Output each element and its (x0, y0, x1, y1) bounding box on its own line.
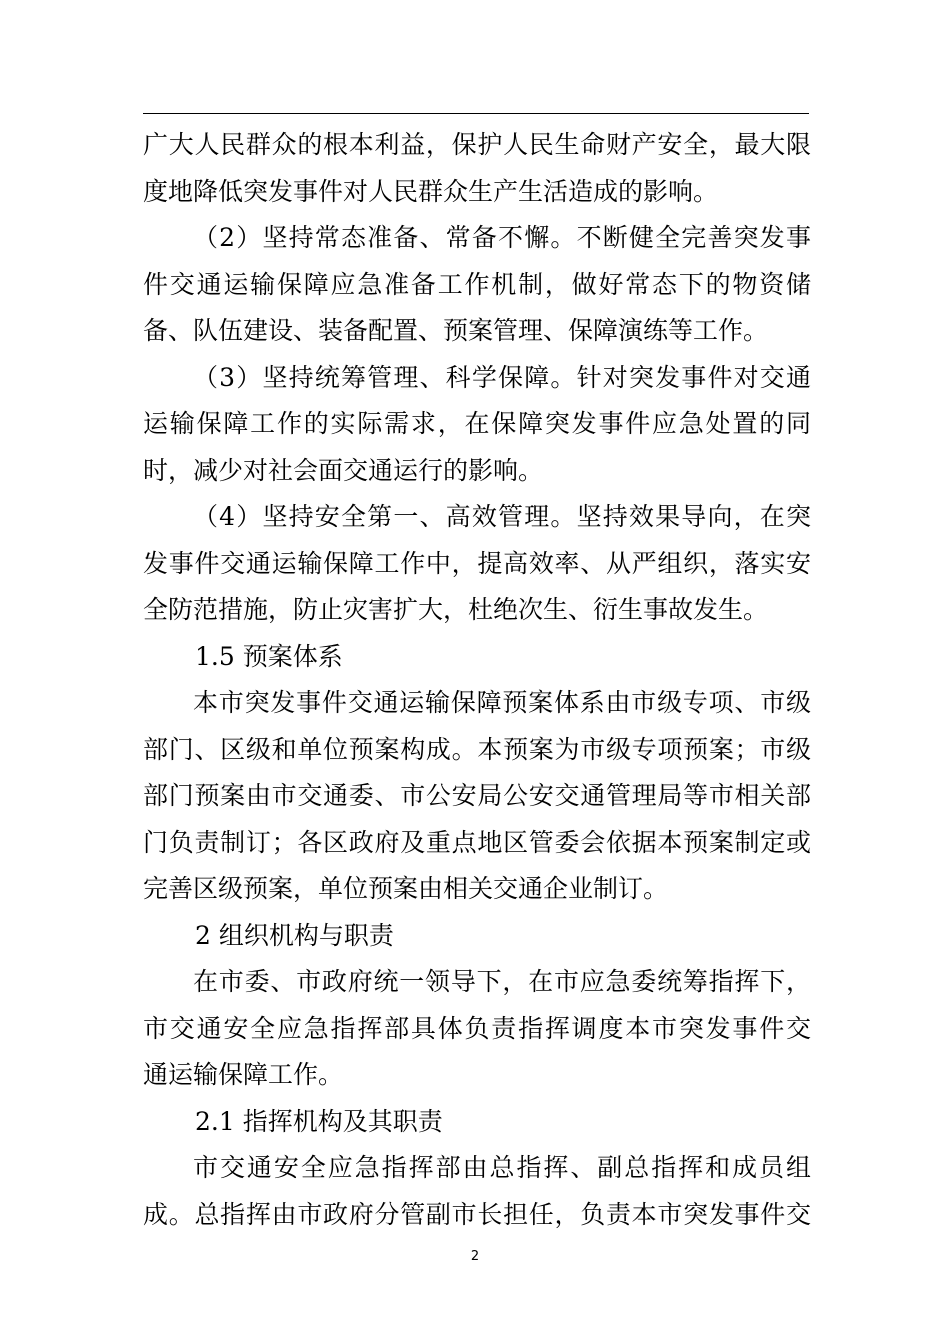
body-line-5: 备、队伍建设、装备配置、预案管理、保障演练等工作。 (143, 316, 769, 345)
body-line-24: 成。总指挥由市政府分管副市长担任，负责本市突发事件交 (143, 1199, 811, 1229)
body-line-3: （2）坚持常态准备、常备不懈。不断健全完善突发事 (193, 223, 811, 252)
document-body (143, 122, 811, 1238)
body-line-15: 部门预案由市交通委、市公安局公安交通管理局等市相关部 (143, 781, 811, 810)
body-line-4: 件交通运输保障应急准备工作机制，做好常态下的物资储 (143, 269, 811, 299)
body-line-13: 本市突发事件交通运输保障预案体系由市级专项、市级 (193, 688, 811, 717)
body-line-14: 部门、区级和单位预案构成。本预案为市级专项预案；市级 (143, 734, 811, 764)
body-line-11: 全防范措施，防止灾害扩大，杜绝次生、衍生事故发生。 (143, 595, 769, 624)
section-heading-2: 2 组织机构与职责 (195, 920, 394, 950)
body-line-6: （3）坚持统筹管理、科学保障。针对突发事件对交通 (193, 362, 811, 392)
body-line-20: 市交通安全应急指挥部具体负责指挥调度本市突发事件交 (143, 1013, 811, 1043)
body-line-10: 发事件交通运输保障工作中，提高效率、从严组织，落实安 (143, 548, 811, 578)
body-line-9: （4）坚持安全第一、高效管理。坚持效果导向，在突 (193, 502, 811, 531)
body-line-2: 度地降低突发事件对人民群众生产生活造成的影响。 (143, 176, 719, 206)
section-heading-2-1: 2.1 指挥机构及其职责 (195, 1106, 443, 1136)
body-line-8: 时，减少对社会面交通运行的影响。 (143, 455, 544, 485)
body-line-21: 通运输保障工作。 (143, 1060, 344, 1089)
header-rule (143, 113, 809, 114)
section-heading-1-5: 1.5 预案体系 (195, 641, 343, 671)
body-line-23: 市交通安全应急指挥部由总指挥、副总指挥和成员组 (193, 1153, 811, 1182)
body-line-19: 在市委、市政府统一领导下，在市应急委统筹指挥下， (193, 967, 811, 996)
body-line-17: 完善区级预案，单位预案由相关交通企业制订。 (143, 874, 669, 903)
body-line-1: 广大人民群众的根本利益，保护人民生命财产安全，最大限 (143, 130, 811, 159)
body-line-7: 运输保障工作的实际需求，在保障突发事件应急处置的同 (143, 409, 811, 438)
page-number: 2 (470, 1249, 480, 1264)
body-line-16: 门负责制订；各区政府及重点地区管委会依据本预案制定或 (143, 827, 811, 857)
